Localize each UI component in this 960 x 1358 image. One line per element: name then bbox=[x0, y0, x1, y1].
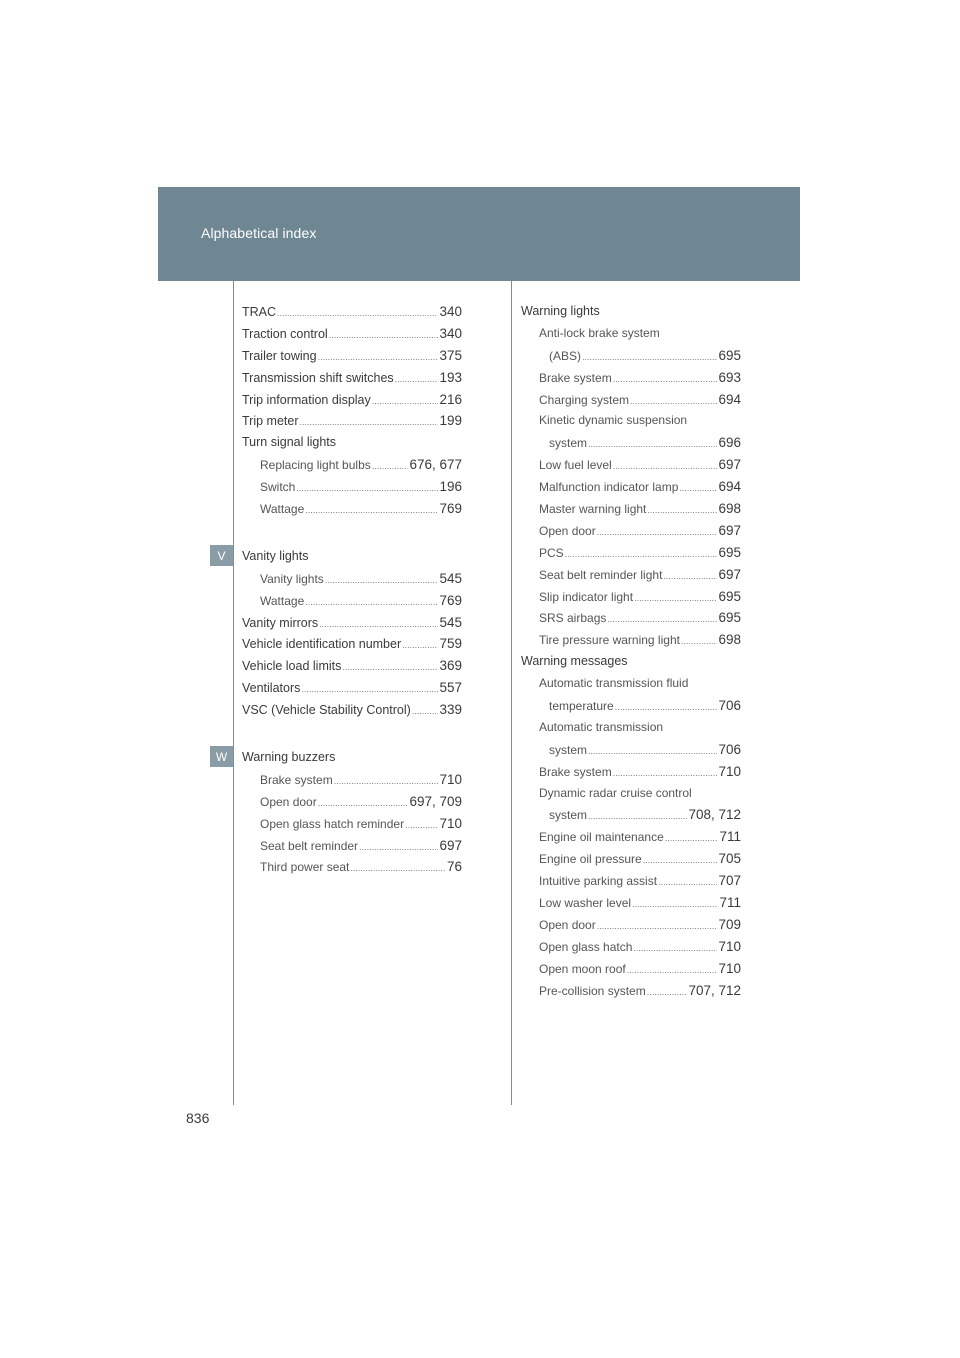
leader-dots bbox=[372, 396, 439, 406]
index-entry[interactable] bbox=[242, 304, 462, 326]
index-entry[interactable] bbox=[521, 851, 741, 873]
index-column-right bbox=[521, 304, 741, 1005]
page-reference[interactable]: 695 bbox=[718, 347, 741, 363]
index-heading bbox=[242, 750, 462, 772]
page-reference[interactable]: 711 bbox=[719, 895, 741, 911]
entry-label: Switch bbox=[260, 480, 296, 495]
leader-dots bbox=[277, 308, 438, 318]
index-entry[interactable] bbox=[242, 680, 462, 702]
page-number: 836 bbox=[186, 1110, 210, 1126]
index-heading bbox=[521, 304, 741, 326]
index-entry[interactable] bbox=[521, 632, 741, 654]
index-entry[interactable] bbox=[242, 501, 462, 523]
index-entry bbox=[521, 720, 741, 742]
entry-label: Warning messages bbox=[521, 654, 628, 669]
index-entry[interactable] bbox=[521, 435, 741, 457]
entry-label: Brake system bbox=[539, 370, 612, 385]
leader-dots bbox=[588, 811, 687, 821]
entry-label: system bbox=[549, 742, 588, 757]
section-gap bbox=[242, 724, 462, 750]
entry-label: Turn signal lights bbox=[242, 435, 337, 450]
leader-dots bbox=[679, 483, 717, 493]
page-reference[interactable]: 339 bbox=[439, 702, 462, 718]
page-reference[interactable]: 698 bbox=[718, 501, 741, 517]
entry-label: Malfunction indicator lamp bbox=[539, 480, 679, 495]
section-title: Alphabetical index bbox=[201, 225, 317, 241]
leader-dots bbox=[663, 571, 717, 581]
leader-dots bbox=[334, 776, 439, 786]
leader-dots bbox=[565, 549, 718, 559]
entry-label: Low washer level bbox=[539, 896, 632, 911]
leader-dots bbox=[350, 863, 446, 873]
entry-label: PCS bbox=[539, 545, 564, 560]
entry-label: system bbox=[549, 808, 588, 823]
leader-dots bbox=[305, 597, 438, 607]
page-reference[interactable]: 375 bbox=[439, 347, 462, 363]
entry-label: Dynamic radar cruise control bbox=[539, 785, 692, 800]
leader-dots bbox=[300, 417, 439, 427]
entry-label: Vehicle load limits bbox=[242, 659, 342, 674]
page-reference[interactable]: 545 bbox=[439, 614, 462, 630]
index-entry[interactable] bbox=[242, 794, 462, 816]
index-entry[interactable] bbox=[242, 571, 462, 593]
page-reference[interactable]: 694 bbox=[718, 479, 741, 495]
entry-label: Vanity lights bbox=[260, 571, 324, 586]
page-reference[interactable]: 76 bbox=[446, 859, 462, 875]
leader-dots bbox=[301, 684, 438, 694]
entry-label: Tire pressure warning light bbox=[539, 633, 680, 648]
index-entry[interactable] bbox=[521, 501, 741, 523]
entry-label: TRAC bbox=[242, 305, 277, 319]
page-reference[interactable]: 696 bbox=[718, 435, 741, 451]
entry-label: VSC (Vehicle Stability Control) bbox=[242, 703, 411, 718]
entry-label: Ventilators bbox=[242, 681, 301, 696]
entry-label: Slip indicator light bbox=[539, 589, 634, 604]
leader-dots bbox=[630, 396, 717, 406]
index-entry[interactable] bbox=[521, 479, 741, 501]
page-reference[interactable]: 706 bbox=[718, 698, 741, 714]
index-entry bbox=[521, 413, 741, 435]
leader-dots bbox=[359, 842, 438, 852]
leader-dots bbox=[597, 527, 718, 537]
entry-label: temperature bbox=[549, 699, 614, 714]
index-entry[interactable] bbox=[242, 413, 462, 435]
entry-label: Third power seat bbox=[260, 860, 350, 875]
index-entry[interactable] bbox=[521, 742, 741, 764]
index-entry bbox=[521, 786, 741, 808]
leader-dots bbox=[613, 461, 718, 471]
page-reference[interactable]: 199 bbox=[439, 413, 462, 429]
page-reference[interactable]: 707 bbox=[718, 873, 741, 889]
leader-dots bbox=[613, 374, 718, 384]
entry-label: Automatic transmission bbox=[539, 719, 664, 734]
index-entry[interactable] bbox=[521, 589, 741, 611]
page-reference[interactable]: 196 bbox=[439, 479, 462, 495]
page-reference[interactable]: 697 bbox=[718, 522, 741, 538]
page-reference[interactable]: 695 bbox=[718, 588, 741, 604]
index-entry[interactable] bbox=[242, 457, 462, 479]
entry-label: Engine oil pressure bbox=[539, 852, 642, 867]
page-reference[interactable]: 545 bbox=[439, 570, 462, 586]
index-entry bbox=[521, 326, 741, 348]
index-entry[interactable] bbox=[521, 370, 741, 392]
leader-dots bbox=[405, 820, 438, 830]
index-heading bbox=[242, 549, 462, 571]
entry-label: Automatic transmission fluid bbox=[539, 676, 689, 691]
entry-label: system bbox=[549, 436, 588, 451]
index-entry bbox=[521, 676, 741, 698]
entry-label: Replacing light bulbs bbox=[260, 458, 371, 473]
index-entry[interactable] bbox=[521, 392, 741, 414]
page-reference[interactable]: 695 bbox=[718, 544, 741, 560]
index-entry[interactable] bbox=[521, 961, 741, 983]
entry-label: Open door bbox=[260, 794, 317, 809]
entry-label: Warning lights bbox=[521, 304, 600, 318]
entry-label: Brake system bbox=[539, 764, 612, 779]
index-entry[interactable] bbox=[521, 939, 741, 961]
entry-label: Open door bbox=[539, 523, 596, 538]
entry-label: Transmission shift switches bbox=[242, 370, 394, 385]
index-entry[interactable] bbox=[521, 457, 741, 479]
leader-dots bbox=[305, 505, 438, 515]
leader-dots bbox=[613, 768, 718, 778]
index-entry[interactable] bbox=[242, 658, 462, 680]
leader-dots bbox=[647, 987, 688, 997]
entry-label: Trip meter bbox=[242, 414, 299, 429]
index-entry[interactable] bbox=[521, 873, 741, 895]
letter-tab-v[interactable]: V bbox=[210, 545, 233, 566]
page-reference[interactable]: 193 bbox=[439, 369, 462, 385]
entry-label: Trip information display bbox=[242, 392, 371, 407]
entry-label: Open moon roof bbox=[539, 961, 626, 976]
leader-dots bbox=[643, 855, 718, 865]
page-reference[interactable]: 697 bbox=[718, 457, 741, 473]
index-entry[interactable] bbox=[521, 348, 741, 370]
entry-label: Wattage bbox=[260, 502, 305, 517]
page-reference[interactable]: 697, 709 bbox=[409, 793, 462, 809]
leader-dots bbox=[665, 833, 719, 843]
entry-label: Brake system bbox=[260, 772, 333, 787]
entry-label: Pre-collision system bbox=[539, 983, 646, 998]
index-entry[interactable] bbox=[521, 917, 741, 939]
entry-label: Trailer towing bbox=[242, 348, 317, 363]
entry-label: Vanity lights bbox=[242, 548, 309, 563]
entry-label: Traction control bbox=[242, 326, 328, 341]
leader-dots bbox=[588, 439, 717, 449]
entry-label: Open glass hatch reminder bbox=[260, 816, 405, 831]
page-reference[interactable]: 769 bbox=[439, 592, 462, 608]
index-entry[interactable] bbox=[242, 636, 462, 658]
leader-dots bbox=[342, 662, 438, 672]
entry-label: Intuitive parking assist bbox=[539, 874, 658, 889]
index-entry[interactable] bbox=[521, 807, 741, 829]
index-entry[interactable] bbox=[242, 479, 462, 501]
page-reference[interactable]: 710 bbox=[718, 960, 741, 976]
page-reference[interactable]: 216 bbox=[439, 391, 462, 407]
index-entry[interactable] bbox=[242, 859, 462, 881]
entry-label: Master warning light bbox=[539, 502, 647, 517]
index-entry[interactable] bbox=[521, 983, 741, 1005]
page-reference[interactable]: 693 bbox=[718, 369, 741, 385]
page-reference[interactable]: 710 bbox=[439, 771, 462, 787]
leader-dots bbox=[681, 636, 718, 646]
page-reference[interactable]: 707, 712 bbox=[688, 982, 741, 998]
entry-label: Kinetic dynamic suspension bbox=[539, 413, 688, 428]
index-entry[interactable] bbox=[242, 615, 462, 637]
page-reference[interactable]: 711 bbox=[719, 829, 741, 845]
page-reference[interactable]: 697 bbox=[439, 837, 462, 853]
index-heading bbox=[242, 435, 462, 457]
page-reference[interactable]: 340 bbox=[439, 304, 462, 319]
index-entry[interactable] bbox=[242, 838, 462, 860]
leader-dots bbox=[597, 921, 718, 931]
page-reference[interactable]: 759 bbox=[439, 636, 462, 652]
leader-dots bbox=[318, 352, 439, 362]
index-entry[interactable] bbox=[242, 772, 462, 794]
index-column-left bbox=[242, 304, 462, 881]
index-entry[interactable] bbox=[242, 370, 462, 392]
index-entry[interactable] bbox=[521, 698, 741, 720]
page-reference[interactable]: 698 bbox=[718, 632, 741, 648]
leader-dots bbox=[607, 614, 717, 624]
letter-tab-w[interactable]: W bbox=[210, 746, 233, 767]
page-reference[interactable]: 697 bbox=[718, 566, 741, 582]
page-reference[interactable]: 369 bbox=[439, 658, 462, 674]
entry-label: Low fuel level bbox=[539, 458, 612, 473]
entry-label: Open glass hatch bbox=[539, 939, 633, 954]
page-reference[interactable]: 705 bbox=[718, 851, 741, 867]
leader-dots bbox=[296, 483, 438, 493]
index-entry[interactable] bbox=[521, 610, 741, 632]
leader-dots bbox=[658, 877, 717, 887]
section-header bbox=[158, 187, 800, 281]
index-entry[interactable] bbox=[521, 829, 741, 851]
entry-label: Vehicle identification number bbox=[242, 637, 402, 652]
index-entry[interactable] bbox=[242, 348, 462, 370]
left-divider bbox=[233, 281, 234, 1105]
leader-dots bbox=[372, 461, 409, 471]
leader-dots bbox=[632, 899, 718, 909]
entry-label: Open door bbox=[539, 917, 596, 932]
index-entry[interactable] bbox=[521, 523, 741, 545]
page-reference[interactable]: 710 bbox=[718, 763, 741, 779]
leader-dots bbox=[634, 593, 717, 603]
index-entry[interactable] bbox=[242, 326, 462, 348]
leader-dots bbox=[627, 965, 718, 975]
leader-dots bbox=[647, 505, 717, 515]
section-gap bbox=[242, 523, 462, 549]
page-reference[interactable]: 706 bbox=[718, 741, 741, 757]
page-reference[interactable]: 695 bbox=[718, 610, 741, 626]
page-reference[interactable]: 769 bbox=[439, 501, 462, 517]
leader-dots bbox=[325, 575, 439, 585]
page-reference[interactable]: 710 bbox=[718, 938, 741, 954]
index-entry[interactable] bbox=[242, 593, 462, 615]
page-reference[interactable]: 708, 712 bbox=[688, 807, 741, 823]
leader-dots bbox=[395, 374, 439, 384]
leader-dots bbox=[588, 746, 717, 756]
page-reference[interactable]: 710 bbox=[439, 815, 462, 831]
entry-label: Vanity mirrors bbox=[242, 615, 319, 630]
entry-label: (ABS) bbox=[549, 348, 582, 363]
entry-label: Wattage bbox=[260, 593, 305, 608]
leader-dots bbox=[412, 706, 439, 716]
page-reference[interactable]: 676, 677 bbox=[409, 457, 462, 473]
page-reference[interactable]: 557 bbox=[439, 680, 462, 696]
entry-label: Seat belt reminder light bbox=[539, 567, 663, 582]
entry-label: SRS airbags bbox=[539, 611, 607, 626]
entry-label: Engine oil maintenance bbox=[539, 830, 664, 845]
leader-dots bbox=[633, 943, 717, 953]
page-reference[interactable]: 340 bbox=[439, 325, 462, 341]
index-entry[interactable] bbox=[242, 392, 462, 414]
index-entry[interactable] bbox=[521, 764, 741, 786]
column-divider bbox=[511, 281, 512, 1105]
index-entry[interactable] bbox=[242, 702, 462, 724]
entry-label: Anti-lock brake system bbox=[539, 325, 660, 340]
entry-label: Warning buzzers bbox=[242, 750, 336, 765]
leader-dots bbox=[582, 352, 717, 362]
page-reference[interactable]: 709 bbox=[718, 916, 741, 932]
leader-dots bbox=[319, 619, 438, 629]
leader-dots bbox=[318, 798, 409, 808]
leader-dots bbox=[329, 330, 439, 340]
index-entry[interactable] bbox=[242, 816, 462, 838]
index-heading bbox=[521, 654, 741, 676]
index-entry[interactable] bbox=[521, 895, 741, 917]
entry-label: Charging system bbox=[539, 392, 630, 407]
leader-dots bbox=[402, 640, 438, 650]
leader-dots bbox=[615, 702, 718, 712]
index-entry[interactable] bbox=[521, 545, 741, 567]
page-reference[interactable]: 694 bbox=[718, 391, 741, 407]
index-entry[interactable] bbox=[521, 567, 741, 589]
entry-label: Seat belt reminder bbox=[260, 838, 359, 853]
